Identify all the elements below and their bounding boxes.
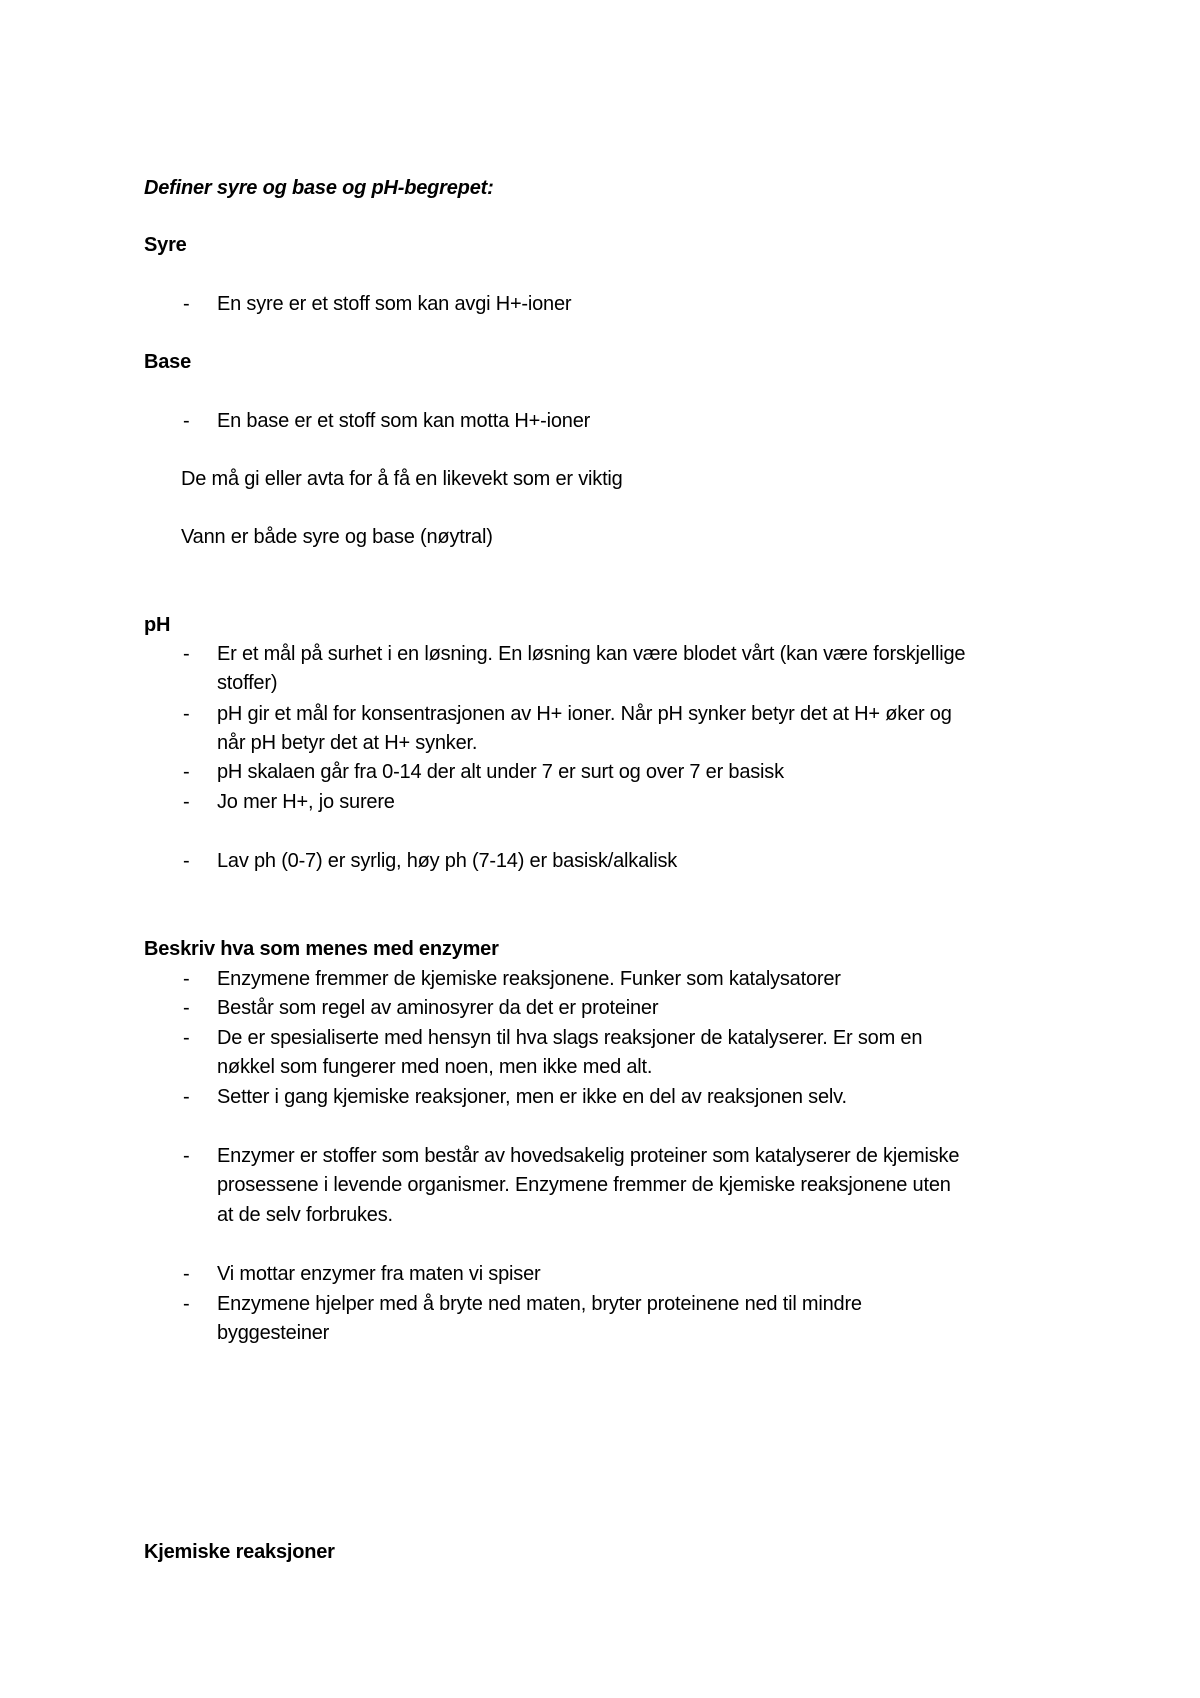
base-paragraph-1: De må gi eller avta for å få en likevekt som er viktig: [181, 468, 623, 490]
ph-item-4: Jo mer H+, jo surere: [217, 791, 395, 813]
bullet-dash: -: [183, 703, 190, 725]
enzymer-item-6: Vi mottar enzymer fra maten vi spiser: [217, 1263, 541, 1285]
bullet-dash: -: [183, 1263, 190, 1285]
bullet-dash: -: [183, 643, 190, 665]
enzymer-item-5-line-2: prosessene i levende organismer. Enzymene fremmer de kjemiske reaksjonene uten: [217, 1174, 951, 1196]
bullet-dash: -: [183, 850, 190, 872]
bullet-dash: -: [183, 791, 190, 813]
bullet-dash: -: [183, 1293, 190, 1315]
ph-item-2-line-1: pH gir et mål for konsentrasjonen av H+ ioner. Når pH synker betyr det at H+ øker og: [217, 703, 952, 725]
ph-item-1-line-2: stoffer): [217, 672, 278, 694]
bullet-dash: -: [183, 293, 190, 315]
enzymer-item-3-line-2: nøkkel som fungerer med noen, men ikke med alt.: [217, 1056, 653, 1078]
enzymer-item-5-line-3: at de selv forbrukes.: [217, 1204, 393, 1226]
ph-item-5: Lav ph (0-7) er syrlig, høy ph (7-14) er basisk/alkalisk: [217, 850, 678, 872]
ph-item-2-line-2: når pH betyr det at H+ synker.: [217, 732, 478, 754]
heading-kjemiske-reaksjoner: Kjemiske reaksjoner: [144, 1541, 335, 1563]
ph-item-3: pH skalaen går fra 0-14 der alt under 7 er surt og over 7 er basisk: [217, 761, 784, 783]
bullet-dash: -: [183, 968, 190, 990]
enzymer-item-2: Består som regel av aminosyrer da det er proteiner: [217, 997, 659, 1019]
ph-item-1-line-1: Er et mål på surhet i en løsning. En løsning kan være blodet vårt (kan være forskjellige: [217, 643, 966, 665]
heading-base: Base: [144, 351, 192, 373]
enzymer-item-7-line-2: byggesteiner: [217, 1322, 330, 1344]
bullet-dash: -: [183, 1027, 190, 1049]
syre-item-1: En syre er et stoff som kan avgi H+-ioner: [217, 293, 572, 315]
bullet-dash: -: [183, 1086, 190, 1108]
enzymer-item-7-line-1: Enzymene hjelper med å bryte ned maten, bryter proteinene ned til mindre: [217, 1293, 862, 1315]
heading-syre: Syre: [144, 234, 187, 256]
enzymer-item-3-line-1: De er spesialiserte med hensyn til hva slags reaksjoner de katalyserer. Er som en: [217, 1027, 923, 1049]
heading-enzymer: Beskriv hva som menes med enzymer: [144, 938, 499, 960]
base-paragraph-2: Vann er både syre og base (nøytral): [181, 526, 493, 548]
base-item-1: En base er et stoff som kan motta H+-ioner: [217, 410, 591, 432]
bullet-dash: -: [183, 761, 190, 783]
enzymer-item-5-line-1: Enzymer er stoffer som består av hovedsakelig proteiner som katalyserer de kjemiske: [217, 1145, 960, 1167]
bullet-dash: -: [183, 997, 190, 1019]
bullet-dash: -: [183, 1145, 190, 1167]
bullet-dash: -: [183, 410, 190, 432]
enzymer-item-4: Setter i gang kjemiske reaksjoner, men er ikke en del av reaksjonen selv.: [217, 1086, 847, 1108]
document-title: Definer syre og base og pH-begrepet:: [144, 177, 494, 199]
heading-ph: pH: [144, 614, 171, 636]
enzymer-item-1: Enzymene fremmer de kjemiske reaksjonene. Funker som katalysatorer: [217, 968, 841, 990]
